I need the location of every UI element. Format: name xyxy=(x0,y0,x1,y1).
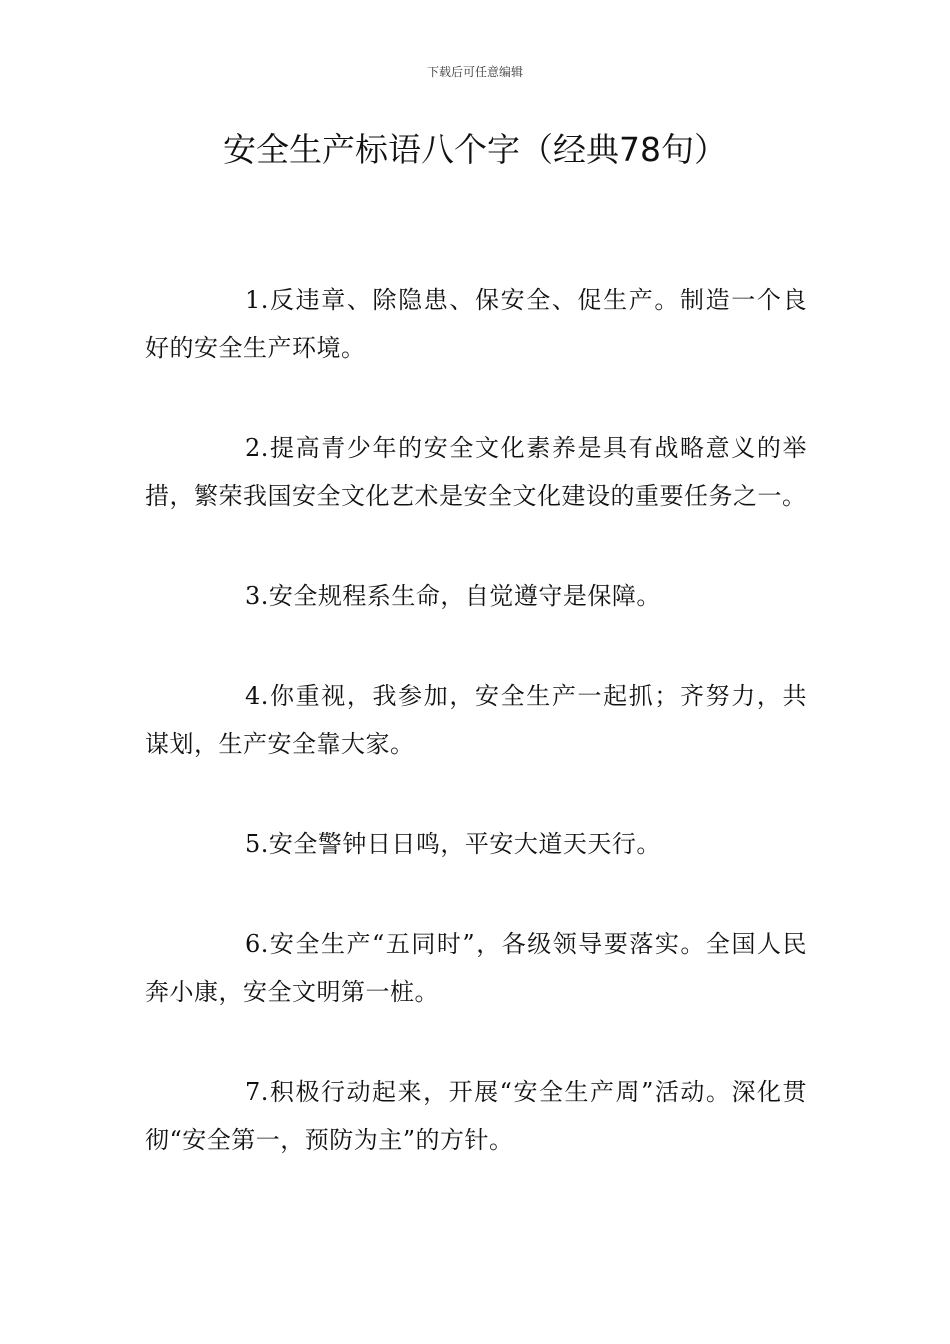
list-item xyxy=(145,920,807,1016)
list-item xyxy=(145,820,807,868)
item-number: 4. xyxy=(245,682,269,710)
list-item xyxy=(145,572,807,620)
list-item xyxy=(145,276,807,372)
item-text: 积极行动起来，开展“安全生产周”活动。深化贯彻“安全第一，预防为主”的方针。 xyxy=(145,1078,807,1154)
item-number: 7. xyxy=(245,1078,269,1106)
item-text: 安全生产“五同时”，各级领导要落实。全国人民奔小康，安全文明第一桩。 xyxy=(145,930,807,1006)
item-number: 1. xyxy=(245,286,269,314)
list-item xyxy=(145,1068,807,1164)
item-text: 安全规程系生命，自觉遵守是保障。 xyxy=(268,582,661,610)
item-number: 3. xyxy=(245,582,269,610)
document-body xyxy=(145,276,807,1216)
header-note: 下载后可任意编辑 xyxy=(426,65,523,79)
item-number: 2. xyxy=(245,434,269,462)
item-text: 你重视，我参加，安全生产一起抓；齐努力，共谋划，生产安全靠大家。 xyxy=(145,682,807,758)
list-item xyxy=(145,424,807,520)
item-number: 6. xyxy=(245,930,269,958)
item-number: 5. xyxy=(245,830,269,858)
item-text: 反违章、除隐患、保安全、促生产。制造一个良好的安全生产环境。 xyxy=(145,286,807,362)
item-text: 安全警钟日日鸣，平安大道天天行。 xyxy=(268,830,661,858)
item-text: 提高青少年的安全文化素养是具有战略意义的举措，繁荣我国安全文化艺术是安全文化建设的重要任务之一。 xyxy=(145,434,807,510)
document-title: 安全生产标语八个字（经典78句） xyxy=(223,130,727,169)
list-item xyxy=(145,672,807,768)
